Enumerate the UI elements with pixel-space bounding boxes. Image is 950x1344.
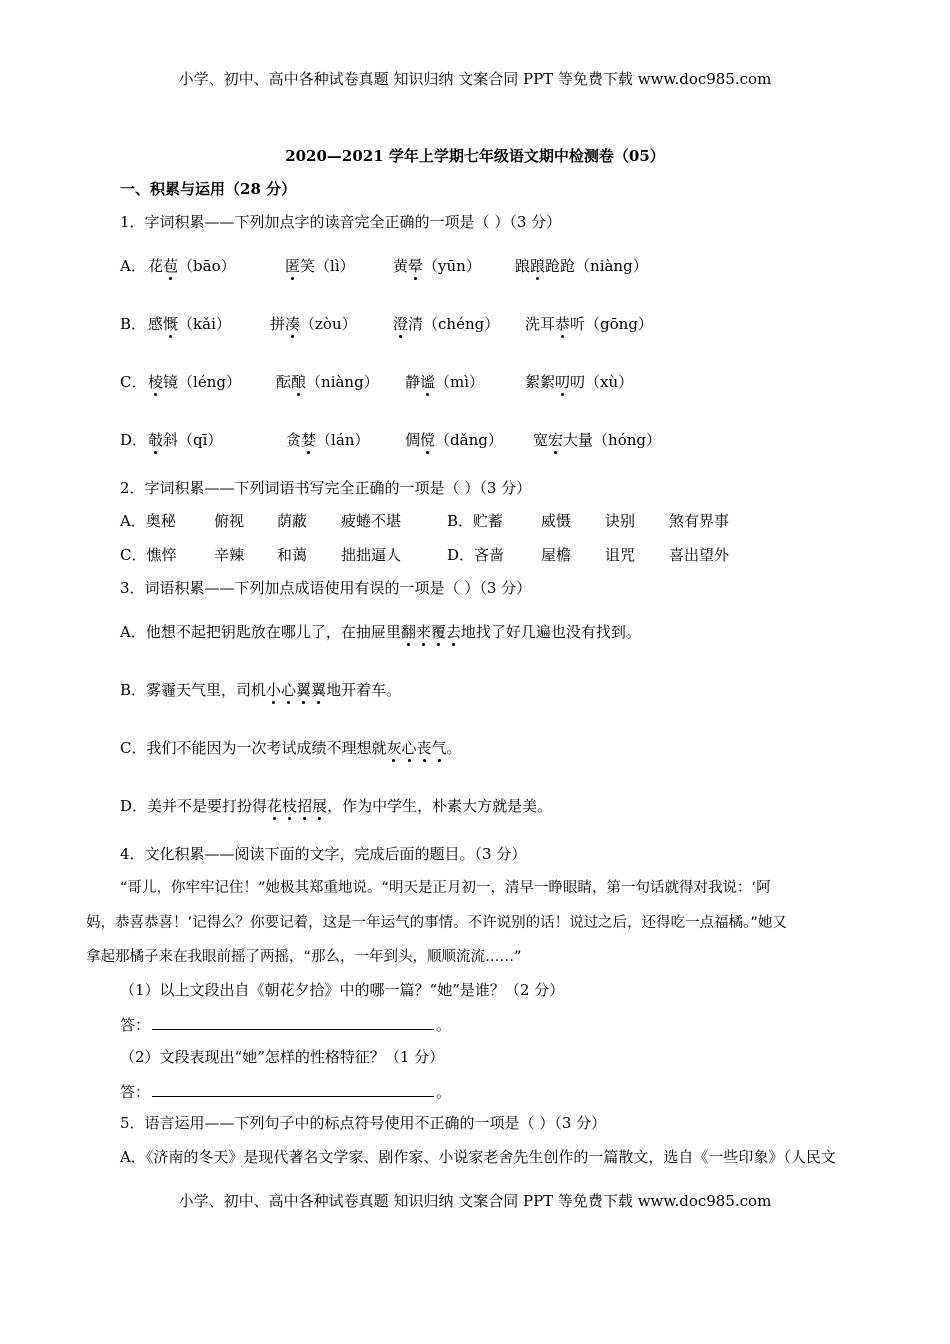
q1-c-label: C． <box>120 373 147 391</box>
answer-blank[interactable] <box>152 1013 434 1030</box>
q1-d-word1: 攲斜（qī） <box>148 431 223 449</box>
page-header: 小学、初中、高中各种试卷真题 知识归纳 文案合同 PPT 等免费下载 www.doc985.com <box>178 70 772 88</box>
q2-word: 喜出望外 <box>669 546 730 564</box>
q4-sub-question-1: （1）以上文段出自《朝花夕拾》中的哪一篇？“她”是谁？（2 分） <box>120 981 565 999</box>
q1-d-word4: 宽宏大量（hóng） <box>533 431 661 449</box>
q2-word: 诅咒 <box>605 546 636 564</box>
q3-option-c: C．我们不能因为一次考试成绩不理想就灰心丧气。 <box>120 739 462 757</box>
q1-d-word3: 倜傥（dǎng） <box>405 431 503 449</box>
q2-word: 和蔼 <box>277 546 308 564</box>
q1-a-label: A． <box>120 257 146 275</box>
q3-option-a: A．他想不起把钥匙放在哪儿了，在抽屉里翻来覆去地找了好几遍也没有找到。 <box>120 623 641 641</box>
q2-word: D．吝啬 <box>447 546 505 564</box>
q1-b-word4: 洗耳恭听（gōng） <box>525 315 653 333</box>
q2-word: 疲蜷不堪 <box>341 512 402 530</box>
page-footer: 小学、初中、高中各种试卷真题 知识归纳 文案合同 PPT 等免费下载 www.doc985.com <box>178 1192 772 1210</box>
q1-a-word3: 黄晕（yūn） <box>393 257 481 275</box>
q3-option-b: B．雾霾天气里，司机小心翼翼地开着车。 <box>120 681 402 699</box>
q1-b-word1: 感慨（kǎi） <box>148 315 231 333</box>
q2-word: C．憔悴 <box>120 546 177 564</box>
q2-word: 荫蔽 <box>277 512 308 530</box>
q1-a-word4: 踉踉跄跄（niàng） <box>515 257 648 275</box>
q2-word: 俯视 <box>214 512 245 530</box>
q4-answer-2: 答： 。 <box>120 1080 451 1102</box>
q4-stem: 4．文化积累——阅读下面的文字，完成后面的题目。（3 分） <box>120 845 527 863</box>
q1-d-label: D． <box>120 431 148 449</box>
answer-blank[interactable] <box>152 1080 434 1097</box>
q1-b-word2: 拼凑（zòu） <box>270 315 357 333</box>
q4-sub-question-2: （2）文段表现出“她”怎样的性格特征？（1 分） <box>120 1048 445 1066</box>
exam-title: 2020—2021 学年上学期七年级语文期中检测卷（05） <box>285 147 665 165</box>
q5-stem: 5．语言运用——下列句子中的标点符号使用不正确的一项是（ ）（3 分） <box>120 1114 607 1132</box>
q1-c-word3: 静谧（mì） <box>405 373 485 391</box>
q4-passage-line-2: 妈，恭喜恭喜！’记得么？你要记着，这是一年运气的事情。不许说别的话！说过之后，还得吃一点福橘。”她又 <box>86 915 787 931</box>
q2-word: 辛辣 <box>214 546 245 564</box>
q5-option-a: A．《济南的冬天》是现代著名文学家、剧作家、小说家老舍先生创作的一篇散文，选自《一些印象》（人民文 <box>120 1148 836 1166</box>
q4-passage-line-3: 拿起那橘子来在我眼前摇了两摇，“那么，一年到头，顺顺流流……” <box>86 949 522 965</box>
q1-c-word2: 酝酿（niàng） <box>276 373 379 391</box>
q1-stem: 1．字词积累——下列加点字的读音完全正确的一项是（ ）（3 分） <box>120 213 562 231</box>
section-1-heading: 一、积累与运用（28 分） <box>120 180 297 198</box>
q4-passage-line-1: “哥儿，你牢牢记住！”她极其郑重地说。“明天是正月初一，清早一睁眼睛，第一句话就得对我说：‘阿 <box>120 880 771 896</box>
q2-word: B．贮蓄 <box>447 512 504 530</box>
q1-a-word1: 花苞（bāo） <box>148 257 236 275</box>
q3-stem: 3．词语积累——下列加点成语使用有误的一项是（ ）（3 分） <box>120 579 532 597</box>
q4-answer-1: 答： 。 <box>120 1013 451 1035</box>
q1-d-word2: 贪婪（lán） <box>286 431 370 449</box>
q2-word: A．奥秘 <box>120 512 176 530</box>
q1-a-word2: 匿笑（lì） <box>285 257 355 275</box>
q1-c-word1: 棱镜（léng） <box>148 373 241 391</box>
q1-c-word4: 絮絮叨叨（xù） <box>525 373 634 391</box>
q2-word: 屋檐 <box>541 546 572 564</box>
q1-b-label: B． <box>120 315 147 333</box>
q2-word: 威慑 <box>541 512 572 530</box>
q2-word: 煞有界事 <box>669 512 730 530</box>
q2-word: 诀别 <box>605 512 636 530</box>
q1-b-word3: 澄清（chéng） <box>393 315 500 333</box>
q2-stem: 2．字词积累——下列词语书写完全正确的一项是（ ）（3 分） <box>120 479 532 497</box>
q2-word: 拙拙逼人 <box>341 546 402 564</box>
q3-option-d: D．美并不是要打扮得花枝招展，作为中学生，朴素大方就是美。 <box>120 797 553 815</box>
